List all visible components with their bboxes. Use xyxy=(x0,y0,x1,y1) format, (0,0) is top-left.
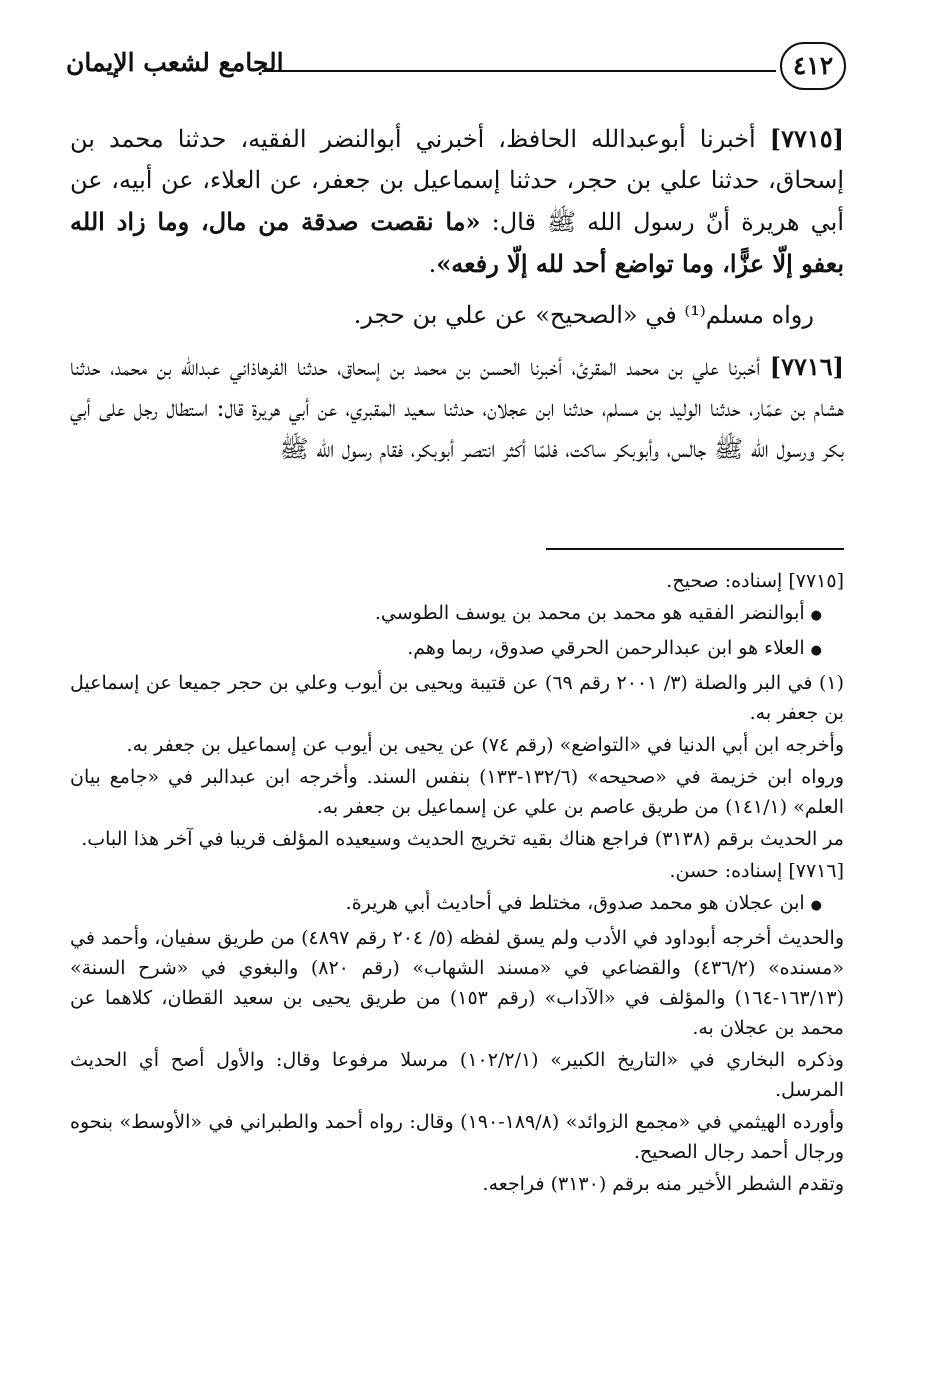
note-paragraph: مر الحديث برقم (٣١٣٨) فراجع هناك بقيه تخريج الحديث وسيعيده المؤلف قريبا في آخر هذا الباب. xyxy=(81,828,844,850)
note-heading: [٧٧١٥] إسناده: صحيح. xyxy=(666,570,844,592)
note-paragraph: وذكره البخاري في «التاريخ الكبير» (١٠٢/٢/١) مرسلا مرفوعا وقال: والأول أصح أي الحديث المرسل. xyxy=(70,1049,844,1101)
hadith-number: [٧٧١٥] xyxy=(769,124,844,153)
page-header xyxy=(66,42,846,96)
hadith-end: . xyxy=(428,250,437,278)
hadith-matn: «ما نقصت صدقة من مال، وما زاد الله بعفو إلّا عزًّا، وما تواضع أحد لله إلّا رفعه» xyxy=(70,207,844,278)
page-number: ٤١٢ xyxy=(780,42,846,90)
hadith-7715 xyxy=(70,118,844,285)
note-paragraph: وتقدم الشطر الأخير منه برقم (٣١٣٠) فراجعه. xyxy=(482,1173,844,1195)
footnotes xyxy=(70,566,844,1201)
note-bullet: ● العلاء هو ابن عبدالرحمن الحرقي صدوق، ربما وهم. xyxy=(70,633,844,666)
note-paragraph: وأورده الهيثمي في «مجمع الزوائد» (١٨٩/٨-١٩٠) وقال: رواه أحمد والطبراني في «الأوسط» بنحوه ورجال أحمد رجال الصحيح. xyxy=(70,1111,844,1163)
hadith-number: [٧٧١٦] xyxy=(769,352,845,381)
riwaya-line: رواه مسلم⁽¹⁾ في «الصحيح» عن علي بن حجر. xyxy=(353,301,814,329)
main-text xyxy=(70,118,844,480)
note-paragraph: والحديث أخرجه أبوداود في الأدب ولم يسق لفظه (٥/ ٢٠٤ رقم ٤٨٩٧) من طريق سفيان، وأحمد في «مسنده» (٤٣٦/٢) والقضاعي في «مسند الشهاب» (رقم ٨٢٠) والبغوي في «شرح السنة» (١٦٣/١٣-١٦٤) والمؤلف في «الآداب» (رقم ١٥٣) من طريق يحيى بن سعيد القطان، كلاهما عن محمد بن عجلان به. xyxy=(70,927,844,1039)
footnote-1: (١) في البر والصلة (٣/ ٢٠٠١ رقم ٦٩) عن قتيبة ويحيى بن أيوب وعلي بن حجر جميعا عن إسماعيل بن جعفر به. xyxy=(70,672,845,724)
header-rule xyxy=(262,70,776,72)
hadith-7716 xyxy=(70,346,844,470)
hadith-isnad: أخبرنا أبوعبدالله الحافظ، أخبرني أبوالنضر الفقيه، حدثنا محمد بن إسحاق، حدثنا علي بن حجر، حدثنا إسماعيل بن جعفر، عن العلاء، عن أبيه، عن أبي هريرة أنّ رسول الله ﷺ قال: xyxy=(70,125,844,236)
note-bullet: ● ابن عجلان هو محمد صدوق، مختلط في أحاديث أبي هريرة. xyxy=(70,888,844,921)
note-bullet: ● أبوالنضر الفقيه هو محمد بن محمد بن يوسف الطوسي. xyxy=(70,598,844,631)
book-title: الجامع لشعب الإيمان xyxy=(66,48,284,77)
hadith-text: أخبرنا علي بن محمد المقرئ، أخبرنا الحسن بن محمد بن إسحاق، حدثنا الفرهاذاني عبدالله بن محمد، حدثنا هشام بن عمّار، حدثنا الوليد بن مسلم، حدثنا ابن عجلان، حدثنا سعيد المقبري، عن أبي هريرة قال: استطال رجل على أبي بكر ورسول الله ﷺ جالس، وأبوبكر ساكت، فلمّا أكثر انتصر أبوبكر، فقام رسول الله ﷺ xyxy=(70,353,844,463)
footnote-divider xyxy=(546,548,844,550)
note-paragraph: ورواه ابن خزيمة في «صحيحه» (١٣٢/٦-١٣٣) بنفس السند. وأخرجه ابن عبدالبر في «جامع بيان العلم» (١٤١/١) من طريق عاصم بن علي عن إسماعيل بن جعفر به. xyxy=(70,766,844,818)
note-paragraph: وأخرجه ابن أبي الدنيا في «التواضع» (رقم ٧٤) عن يحيى بن أيوب عن إسماعيل بن جعفر به. xyxy=(126,734,844,756)
note-heading: [٧٧١٦] إسناده: حسن. xyxy=(669,860,844,882)
